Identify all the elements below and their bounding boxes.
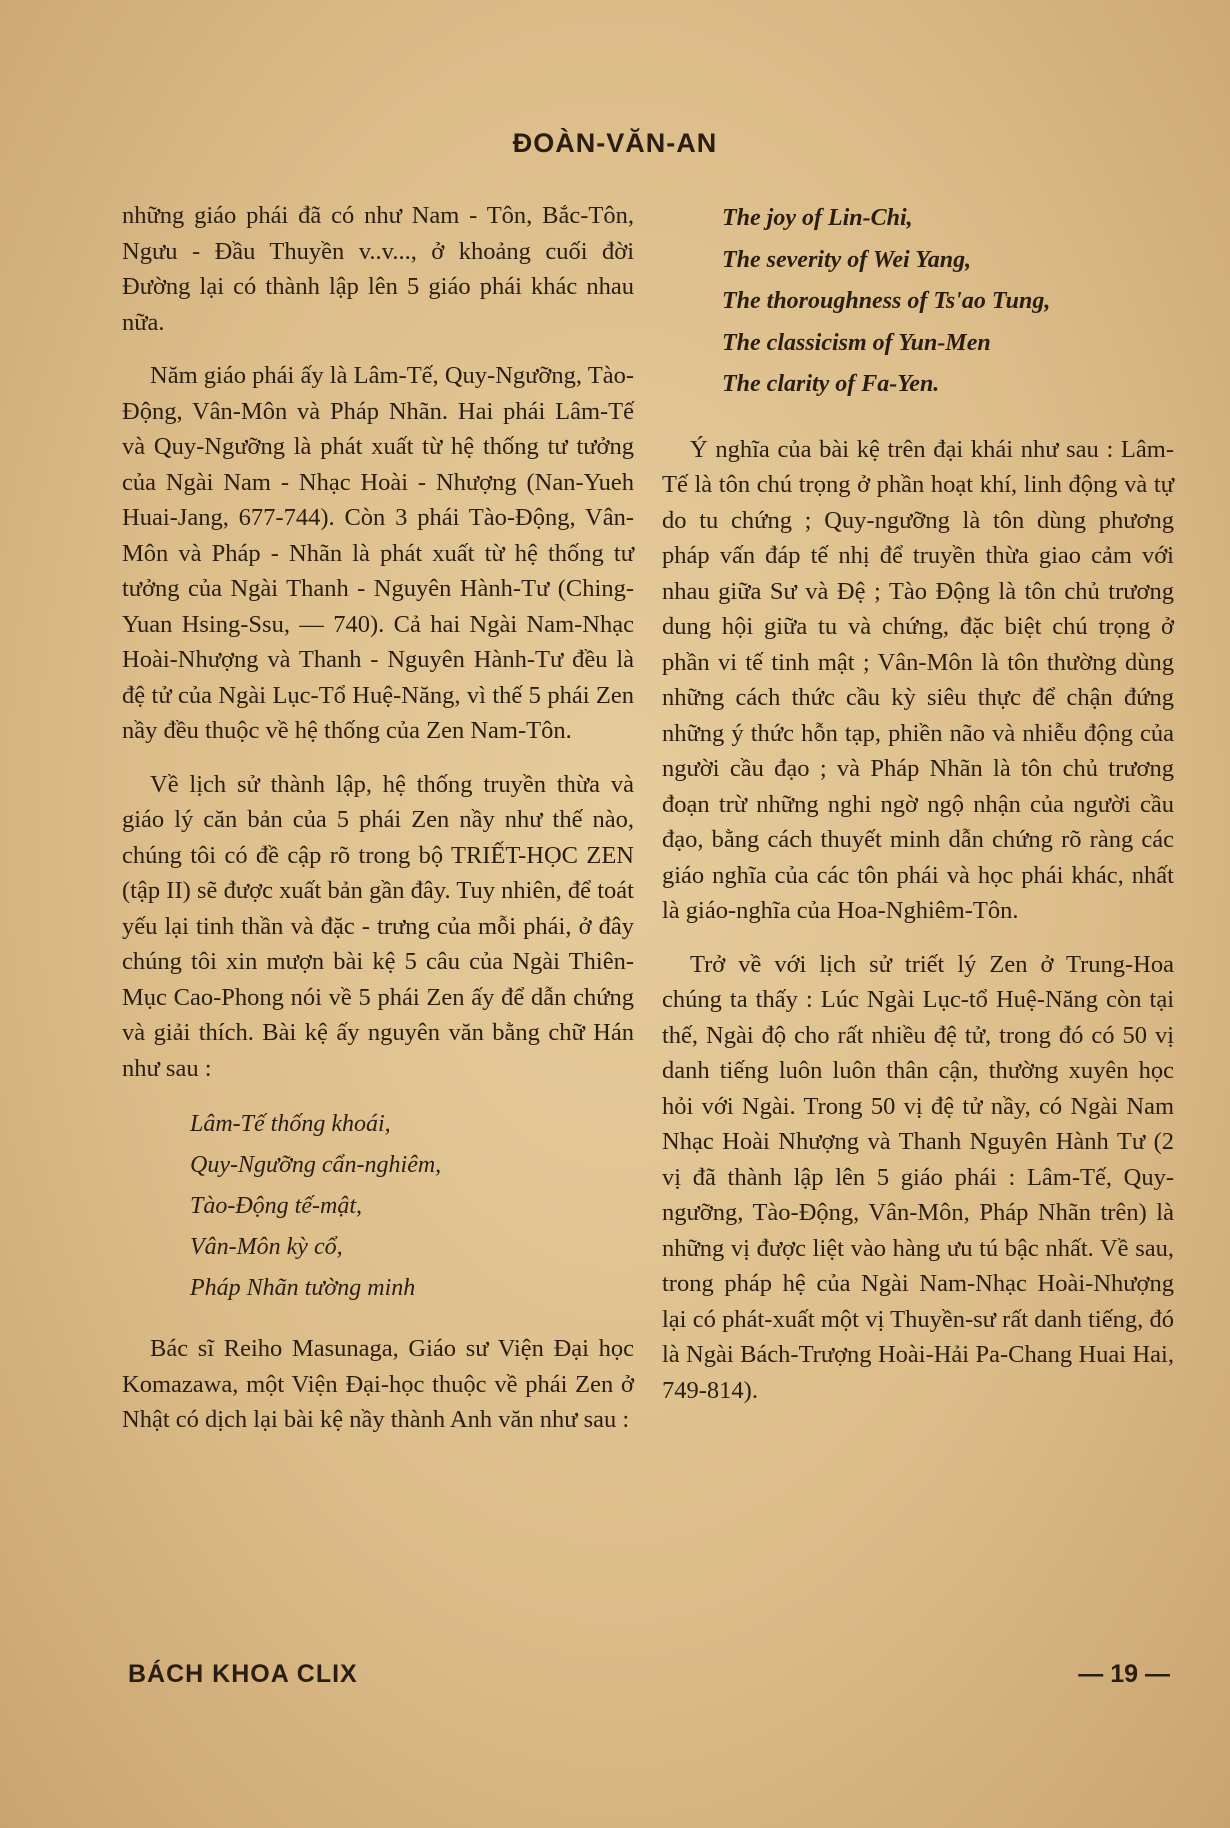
journal-name: BÁCH KHOA CLIX <box>128 1660 358 1688</box>
paragraph: Về lịch sử thành lập, hệ thống truyền thừa và giáo lý căn bản của 5 phái Zen nầy như thế nào, chúng tôi có đề cập rõ trong bộ TRIẾT-HỌC ZEN (tập II) sẽ được xuất bản gần đây. Tuy nhiên, để toát yếu lại tinh thần và đặc - trưng của mỗi phái, ở đây chúng tôi xin mượn bài kệ 5 câu của Ngài Thiên-Mục Cao-Phong nói về 5 phái Zen ấy để dẫn chứng và giải thích. Bài kệ ấy nguyên văn bằng chữ Hán như sau : <box>122 770 634 1082</box>
left-column <box>122 198 634 1456</box>
verse-line: Tào-Động tế-mật, <box>190 1193 362 1219</box>
paragraph: Năm giáo phái ấy là Lâm-Tế, Quy-Ngưỡng, Tào-Động, Vân-Môn và Pháp Nhãn. Hai phái Lâm-Tế và Quy-Ngưỡng là phát xuất từ hệ thống tư tưởng của Ngài Nam - Nhạc Hoài - Nhượng (Nan-Yueh Huai-Jang, 677-744). Còn 3 phái Tào-Động, Vân-Môn và Pháp - Nhãn là phát xuất từ hệ thống tư tưởng của Ngài Thanh - Nguyên Hành-Tư (Ching-Yuan Hsing-Ssu, — 740). Cả hai Ngài Nam-Nhạc Hoài-Nhượng và Thanh - Nguyên Hành-Tư đều là đệ tử của Ngài Lục-Tổ Huệ-Năng, vì thế 5 phái Zen nầy đều thuộc về hệ thống của Zen Nam-Tôn. <box>122 362 634 744</box>
verse-line: Vân-Môn kỳ cổ, <box>190 1234 343 1260</box>
english-verse <box>722 198 1174 406</box>
verse-line: Pháp Nhãn tường minh <box>190 1275 416 1301</box>
verse-line: The joy of Lin-Chi, <box>722 205 913 231</box>
verse-line: The thoroughness of Ts'ao Tung, <box>722 288 1051 314</box>
verse-line: Lâm-Tế thống khoái, <box>190 1111 391 1137</box>
right-column <box>662 198 1174 1426</box>
verse-line: The severity of Wei Yang, <box>722 246 972 273</box>
verse-line: The clarity of Fa-Yen. <box>722 371 940 397</box>
chinese-verse <box>190 1104 634 1309</box>
paragraph: Ý nghĩa của bài kệ trên đại khái như sau : Lâm-Tế là tôn chú trọng ở phần hoạt khí, linh động và tự do tu chứng ; Quy-ngưỡng là tôn dùng phương pháp vấn đáp tế nhị để truyền thừa giao cảm với nhau giữa Sư và Đệ ; Tào Động là tôn chủ trương dung hội giữa tu và chứng, đặc biệt chú trọng ở phần vi tế tinh mật ; Vân-Môn là tôn thường dùng những cách thức cầu kỳ siêu thực để chận đứng những ý thức hỗn tạp, phiền não và nhiễu động của người cầu đạo ; và Pháp Nhãn là tôn chủ trương đoạn trừ những nghi ngờ ngộ nhận của người cầu đạo, bằng cách thuyết minh dẫn chứng rõ ràng các giáo nghĩa của các tôn phái và học phái khác, nhất là giáo-nghĩa của Hoa-Nghiêm-Tôn. <box>662 435 1174 924</box>
verse-line: The classicism of Yun-Men <box>722 329 991 356</box>
running-header: ĐOÀN-VĂN-AN <box>512 128 718 158</box>
paragraph: những giáo phái đã có như Nam - Tôn, Bắc-Tôn, Ngưu - Đầu Thuyền v..v..., ở khoảng cuối đời Đường lại có thành lập lên 5 giáo phái khác nhau nữa. <box>122 202 634 336</box>
paragraph: Trở về với lịch sử triết lý Zen ở Trung-Hoa chúng ta thấy : Lúc Ngài Lục-tổ Huệ-Năng còn tại thế, Ngài độ cho rất nhiều đệ tử, trong đó có 50 vị danh tiếng luôn luôn thân cận, thường xuyên học hỏi với Ngài. Trong 50 vị đệ tử nầy, có Ngài Nam Nhạc Hoài Nhượng và Thanh Nguyên Hành Tư (2 vị đã thành lập lên 5 giáo phái : Lâm-Tế, Quy-ngưỡng, Tào-Động, Vân-Môn, Pháp Nhãn trên) là những vị được liệt vào hàng ưu tú bậc nhất. Về sau, trong pháp hệ của Ngài Nam-Nhạc Hoài-Nhượng lại có phát-xuất một vị Thuyền-sư rất danh tiếng, đó là Ngài Bách-Trượng Hoài-Hải Pa-Chang Huai Hai, 749-814). <box>662 950 1174 1404</box>
paragraph: Bác sĩ Reiho Masunaga, Giáo sư Viện Đại học Komazawa, một Viện Đại-học thuộc về phái Zen ở Nhật có dịch lại bài kệ nầy thành Anh văn như sau : <box>122 1335 634 1433</box>
verse-line: Quy-Ngưỡng cẩn-nghiêm, <box>190 1152 442 1178</box>
page-number: — 19 — <box>1078 1660 1170 1688</box>
